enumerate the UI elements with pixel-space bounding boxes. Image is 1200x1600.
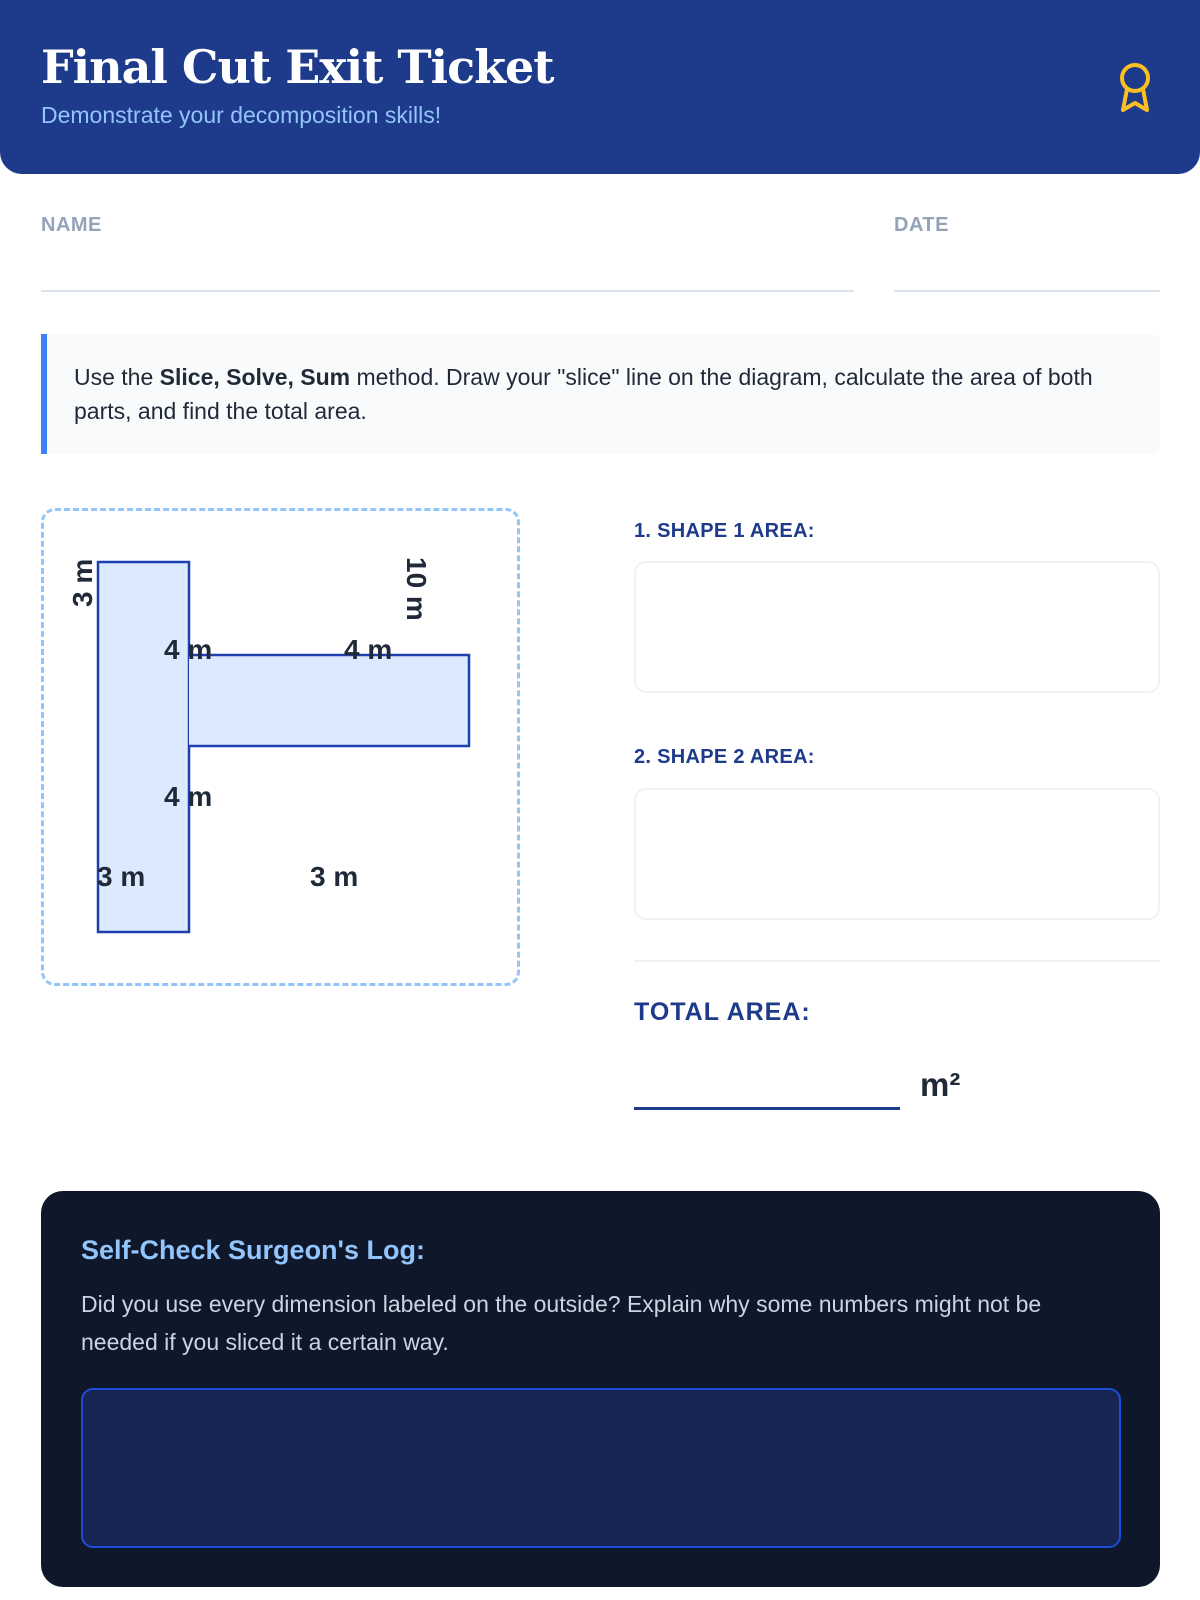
log-title: Self-Check Surgeon's Log: bbox=[81, 1235, 425, 1265]
dim-bottom-left: 3 m bbox=[97, 861, 146, 892]
shape2-label: 2. SHAPE 2 AREA: bbox=[634, 746, 815, 768]
shape2-answer-box[interactable] bbox=[634, 788, 1160, 920]
self-check-panel bbox=[41, 1191, 1160, 1587]
page-title: Final Cut Exit Ticket bbox=[41, 40, 554, 94]
dim-arm-top: 4 m bbox=[344, 634, 393, 665]
dim-inner-mid: 4 m bbox=[164, 781, 213, 812]
instructions-suffix: method. Draw your "slice" line on the diagram, calculate the area of both parts, and find the total area. bbox=[74, 364, 1093, 424]
area-unit: m² bbox=[920, 1066, 961, 1103]
dim-height: 10 m bbox=[401, 557, 432, 621]
log-answer-box[interactable] bbox=[81, 1388, 1121, 1548]
horizontal-arm-shape bbox=[189, 655, 469, 746]
name-label: NAME bbox=[41, 214, 102, 236]
page-subtitle: Demonstrate your decomposition skills! bbox=[41, 102, 442, 128]
shape1-answer-box[interactable] bbox=[634, 561, 1160, 693]
section-divider bbox=[634, 960, 1160, 962]
dim-left-width: 3 m bbox=[67, 558, 98, 607]
instructions-method: Slice, Solve, Sum bbox=[159, 364, 351, 390]
total-area-field[interactable] bbox=[634, 1107, 900, 1110]
dim-inner-top: 4 m bbox=[164, 634, 213, 665]
date-label: DATE bbox=[894, 214, 949, 236]
instructions-prefix: Use the bbox=[74, 364, 160, 390]
dim-bottom-right: 3 m bbox=[310, 861, 359, 892]
shape1-label: 1. SHAPE 1 AREA: bbox=[634, 520, 815, 542]
log-prompt: Did you use every dimension labeled on the outside? Explain why some numbers might not be needed if you sliced it a certain way. bbox=[81, 1291, 1042, 1355]
total-area-label: TOTAL AREA: bbox=[634, 998, 811, 1026]
